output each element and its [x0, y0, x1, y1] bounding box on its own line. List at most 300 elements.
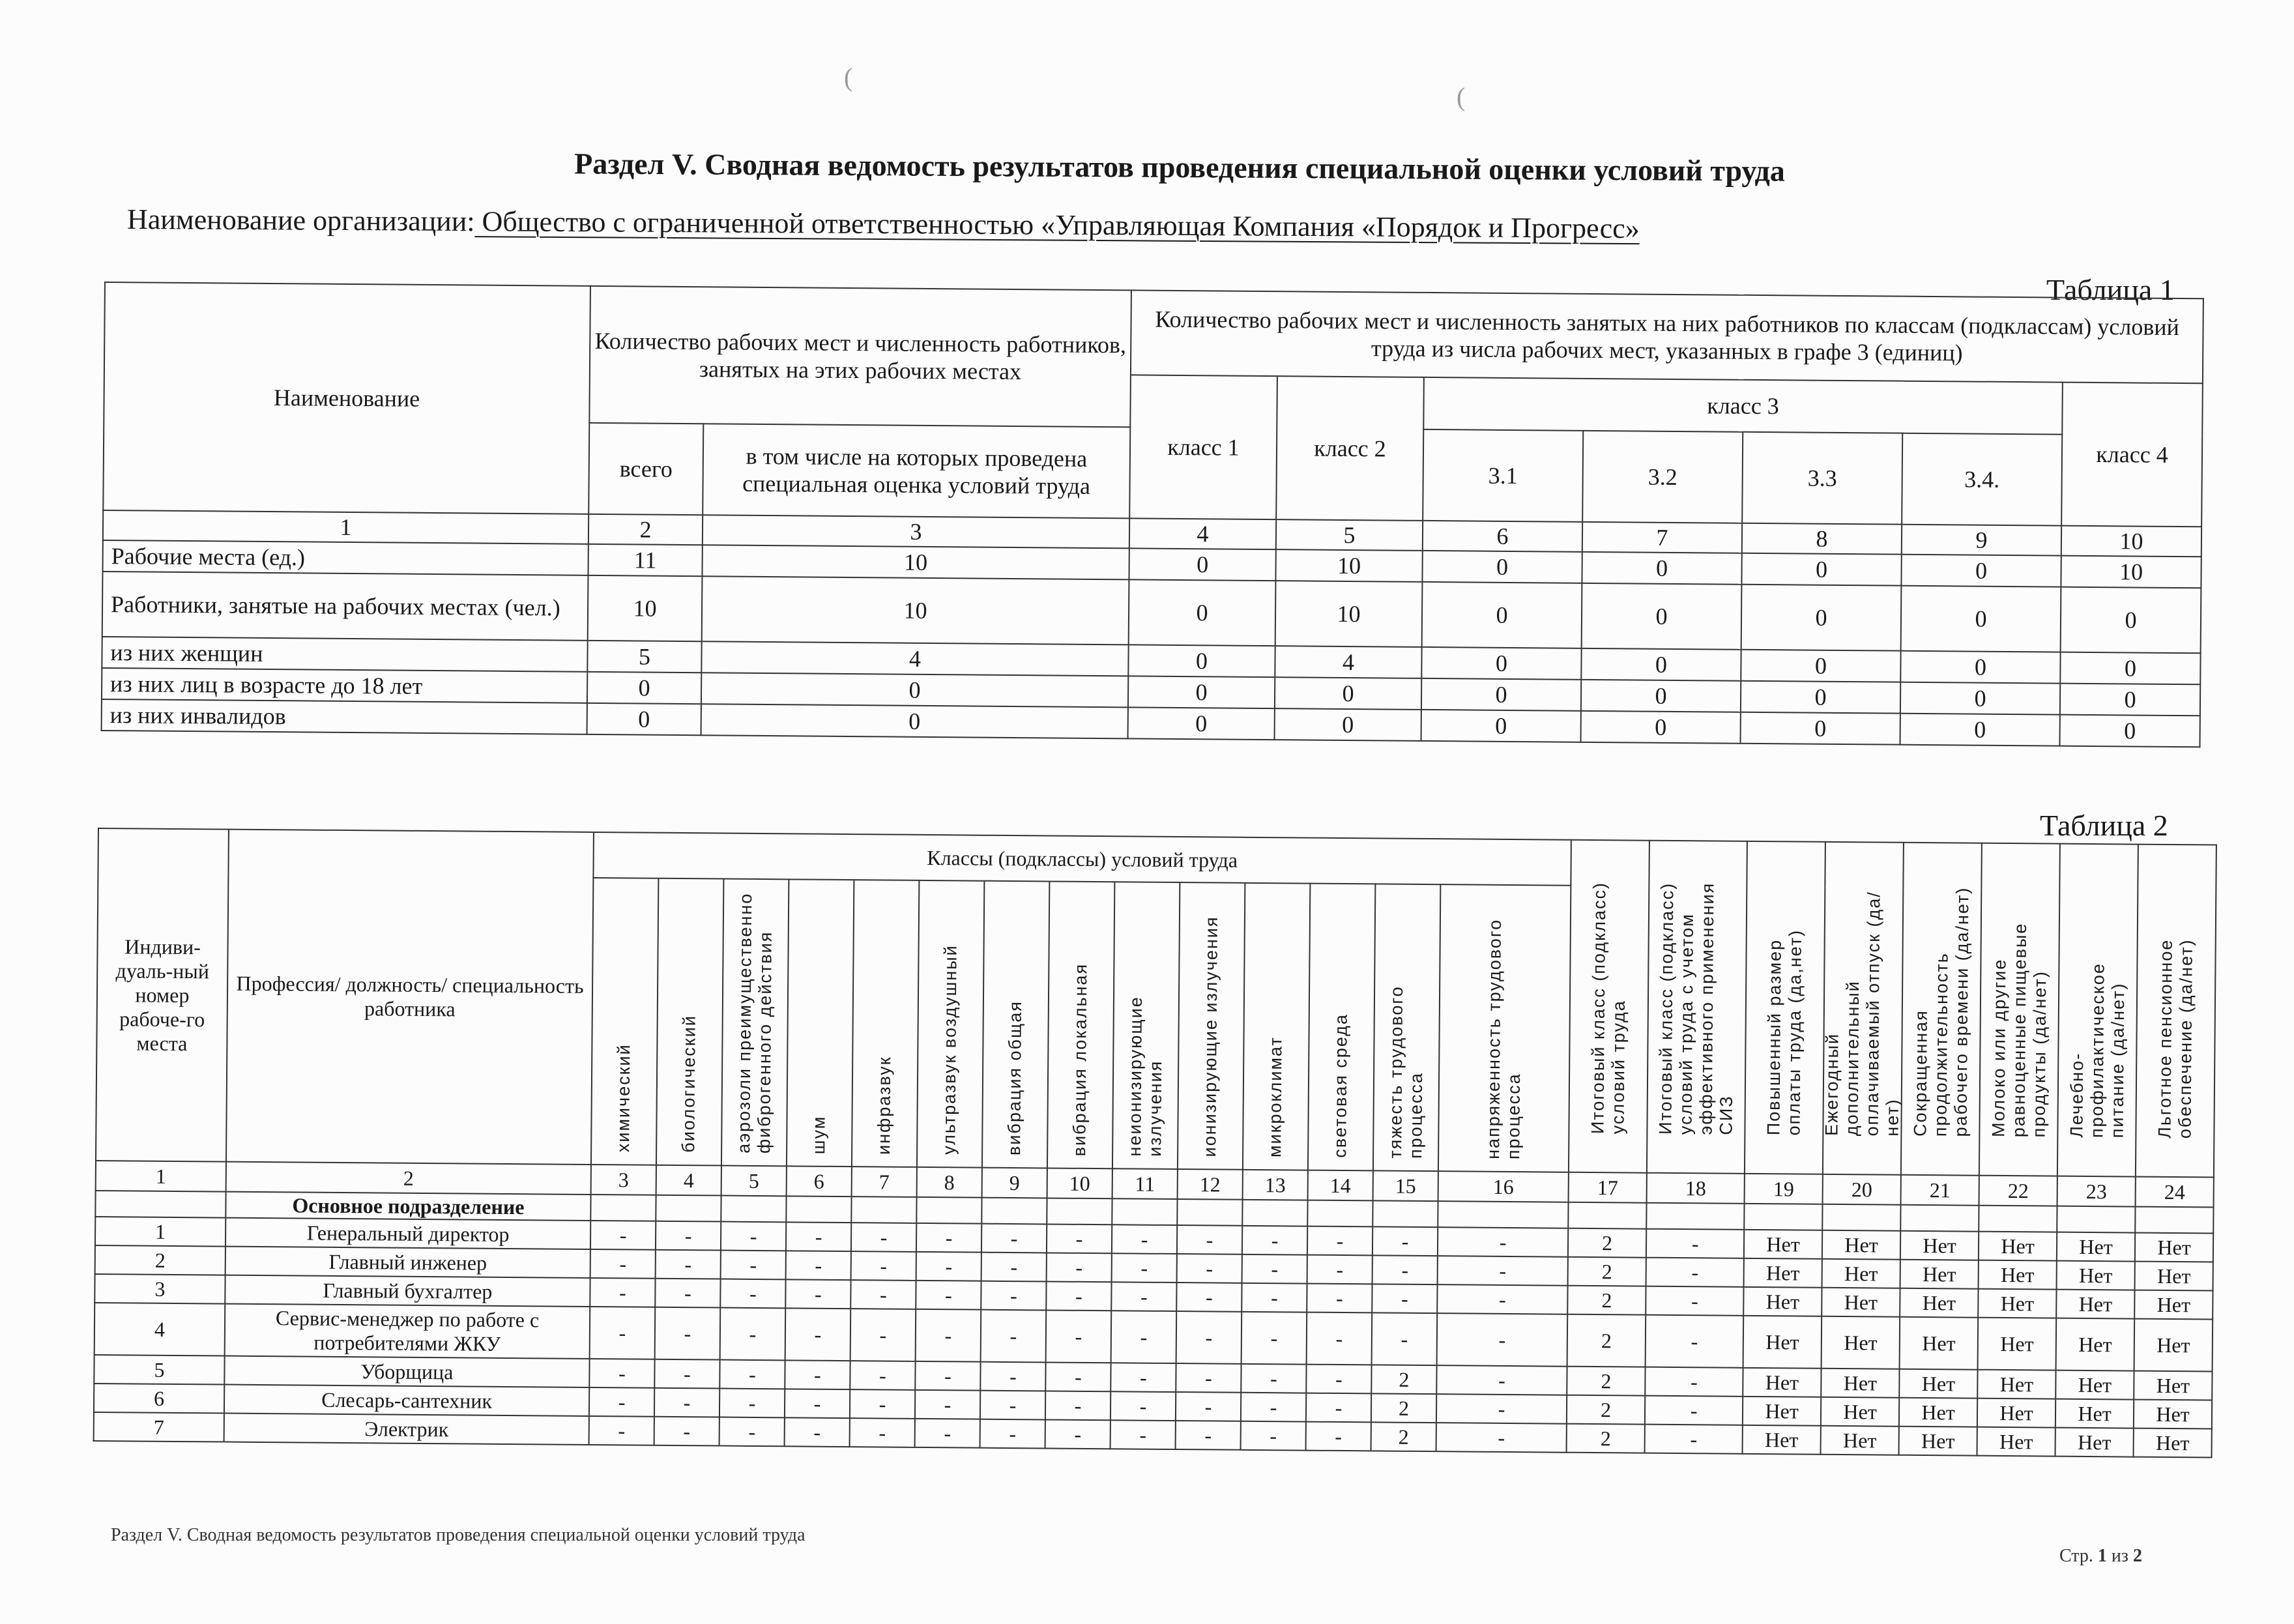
- header-class4: класс 4: [2061, 383, 2203, 527]
- cell: Нет: [2134, 1290, 2213, 1320]
- cell: Нет: [2134, 1371, 2212, 1400]
- cell: Нет: [1978, 1318, 2057, 1370]
- cell: -: [1241, 1364, 1306, 1393]
- cell: -: [1436, 1394, 1567, 1424]
- header-class3-3: 3.3: [1742, 432, 1902, 525]
- cell: -: [1307, 1312, 1372, 1365]
- cell: -: [915, 1419, 980, 1448]
- cell: -: [1437, 1313, 1568, 1367]
- cell: 4: [701, 641, 1128, 676]
- cell: Нет: [2057, 1232, 2135, 1262]
- column-number: 10: [2061, 526, 2201, 557]
- summary-table-1: [101, 282, 2204, 747]
- cell: -: [1176, 1363, 1241, 1393]
- header-class1: класс 1: [1129, 375, 1277, 519]
- cell: 0: [1581, 648, 1741, 681]
- header-class2: класс 2: [1276, 376, 1424, 521]
- cell: Нет: [1977, 1399, 2055, 1428]
- cell: -: [785, 1417, 850, 1447]
- cell: -: [1438, 1256, 1568, 1286]
- cell: 0: [1900, 651, 2060, 684]
- header-factor-noise: шум: [809, 1115, 830, 1154]
- cell: -: [656, 1250, 721, 1279]
- cell: Нет: [1822, 1288, 1900, 1317]
- document-title: Раздел V. Сводная ведомость результатов проведения специальной оценки условий труда: [574, 147, 1785, 188]
- header-factor-chemical: химический: [613, 1043, 634, 1153]
- header-class3-1: 3.1: [1423, 429, 1583, 522]
- column-number: 1: [96, 1161, 226, 1192]
- column-number: 22: [1979, 1176, 2057, 1206]
- cell: -: [850, 1418, 915, 1447]
- cell: -: [916, 1252, 981, 1281]
- workplace-id: 2: [95, 1245, 225, 1275]
- column-number: 18: [1647, 1173, 1745, 1204]
- table1-caption: Таблица 1: [2046, 273, 2175, 306]
- column-number: 1: [103, 510, 588, 544]
- page-prefix: Стр.: [2059, 1546, 2093, 1566]
- column-number: 7: [852, 1167, 917, 1197]
- profession-name: Слесарь-сантехник: [224, 1385, 589, 1416]
- column-number: 14: [1308, 1170, 1373, 1201]
- workplace-id: 6: [94, 1384, 224, 1414]
- cell: -: [1176, 1283, 1241, 1312]
- header-classes-group: Классы (подклассы) условий труда: [593, 832, 1571, 886]
- cell: Нет: [1821, 1369, 1899, 1398]
- cell: 10: [1275, 549, 1422, 582]
- cell: -: [720, 1308, 786, 1361]
- cell: Нет: [1743, 1425, 1821, 1455]
- cell: Нет: [1744, 1258, 1822, 1288]
- row-label: из них лиц в возрасте до 18 лет: [102, 668, 587, 703]
- header-factor-labor-severity: тяжесть трудового процесса: [1386, 985, 1427, 1159]
- section-label: Основное подразделение: [225, 1192, 590, 1221]
- cell: Нет: [1743, 1287, 1822, 1316]
- scan-artifact-mark: (: [1457, 82, 1466, 111]
- column-number: 4: [1129, 518, 1276, 549]
- cell: Нет: [1978, 1289, 2056, 1318]
- cell: -: [1176, 1392, 1241, 1421]
- header-therapeutic-food: Лечебно-профилактическое питание (да/нет): [2066, 962, 2128, 1138]
- cell: -: [981, 1253, 1047, 1282]
- cell: -: [1047, 1253, 1112, 1282]
- cell: 0: [1422, 582, 1582, 648]
- cell: -: [1372, 1255, 1438, 1284]
- header-class3-4: 3.4.: [1902, 433, 2062, 526]
- cell: Нет: [1979, 1232, 2057, 1261]
- cell: Нет: [1979, 1260, 2057, 1290]
- scan-artifact-mark: (: [844, 63, 853, 92]
- cell: -: [1242, 1254, 1307, 1284]
- cell: -: [786, 1251, 851, 1280]
- cell: -: [656, 1221, 721, 1251]
- cell: 0: [1128, 676, 1275, 708]
- column-number: 11: [1112, 1168, 1178, 1199]
- cell: 0: [1581, 680, 1741, 712]
- cell: -: [981, 1310, 1047, 1363]
- profession-name: Сервис-менеджер по работе с потребителями ЖКУ: [225, 1304, 590, 1359]
- cell: -: [1645, 1367, 1743, 1397]
- cell: -: [1372, 1312, 1438, 1365]
- header-reduced-hours: Сокращенная продолжительность рабочего времени (да/нет): [1909, 886, 1972, 1137]
- cell: -: [850, 1280, 916, 1309]
- page-current: 1: [2097, 1546, 2107, 1566]
- cell: 0: [1901, 555, 2061, 587]
- header-final-class-siz: Итоговый класс (подкласс) условий труда с учетом эффективного применения СИЗ: [1655, 882, 1736, 1135]
- cell: -: [850, 1309, 916, 1361]
- cell: Нет: [1977, 1427, 2055, 1457]
- cell: -: [721, 1251, 786, 1280]
- page-indicator: [2059, 1546, 2142, 1567]
- organization-line: [127, 203, 1640, 245]
- cell: -: [785, 1360, 850, 1389]
- column-number: 4: [656, 1165, 721, 1196]
- cell: 5: [587, 641, 701, 673]
- cell: 2: [1567, 1424, 1645, 1453]
- cell: -: [1046, 1281, 1111, 1311]
- column-number: 8: [1742, 523, 1902, 555]
- header-pension: Льготное пенсионное обеспечение (да/нет): [2155, 938, 2196, 1139]
- cell: 2: [1568, 1228, 1646, 1258]
- cell: 0: [1421, 678, 1581, 711]
- column-number: 3: [703, 515, 1129, 548]
- cell: -: [1177, 1254, 1242, 1283]
- cell: 10: [1275, 581, 1423, 647]
- cell: -: [916, 1309, 981, 1362]
- cell: Нет: [2056, 1318, 2135, 1371]
- cell: -: [590, 1249, 656, 1279]
- cell: -: [1241, 1393, 1306, 1422]
- column-number: 8: [917, 1167, 982, 1198]
- header-factor-ionizing: ионизирующие излучения: [1200, 916, 1222, 1157]
- workplace-id: 7: [94, 1412, 224, 1442]
- cell: -: [1111, 1391, 1176, 1421]
- header-factor-biological: биологический: [678, 1015, 700, 1153]
- cell: -: [785, 1279, 850, 1309]
- cell: 0: [1128, 645, 1275, 677]
- cell: 0: [1129, 548, 1275, 581]
- column-number: 17: [1569, 1172, 1647, 1203]
- cell: -: [654, 1388, 719, 1417]
- row-label: Рабочие места (ед.): [103, 540, 588, 575]
- cell: 2: [1567, 1314, 1646, 1367]
- cell: -: [721, 1222, 786, 1251]
- cell: 10: [588, 575, 703, 641]
- cell: 10: [2061, 556, 2201, 588]
- cell: 0: [1421, 710, 1581, 742]
- header-extra-leave: Ежегодный дополнительный оплачиваемый отпуск (да/нет): [1822, 891, 1902, 1137]
- header-factor-microclimate: микроклимат: [1265, 1036, 1286, 1158]
- cell: -: [1176, 1311, 1242, 1364]
- cell: 0: [701, 673, 1128, 707]
- profession-name: Уборщица: [224, 1356, 589, 1387]
- cell: -: [1111, 1363, 1176, 1392]
- cell: Нет: [2055, 1428, 2134, 1457]
- column-number: 21: [1901, 1175, 1979, 1206]
- cell: -: [1045, 1391, 1111, 1420]
- cell: -: [915, 1361, 980, 1391]
- cell: -: [1112, 1225, 1177, 1254]
- cell: 0: [1128, 707, 1275, 740]
- cell: 0: [2060, 684, 2200, 716]
- cell: Нет: [1977, 1370, 2055, 1399]
- column-number: 5: [721, 1166, 787, 1196]
- cell: 0: [587, 703, 701, 735]
- cell: Нет: [1822, 1230, 1900, 1260]
- cell: 2: [1567, 1286, 1646, 1315]
- cell: -: [1111, 1282, 1176, 1311]
- cell: Нет: [1900, 1260, 1979, 1289]
- profession-name: Генеральный директор: [225, 1218, 590, 1249]
- cell: -: [980, 1362, 1045, 1391]
- column-number: 24: [2136, 1177, 2214, 1208]
- cell: -: [719, 1360, 785, 1389]
- cell: -: [850, 1389, 915, 1419]
- column-number: 12: [1178, 1169, 1243, 1200]
- cell: -: [850, 1361, 915, 1390]
- header-assessed: в том числе на которых проведена специальная оценка условий труда: [703, 424, 1130, 518]
- column-number: 20: [1823, 1174, 1901, 1205]
- cell: 0: [1741, 585, 1902, 651]
- header-workplace-id: Индиви-дуаль-ный номер рабоче-го места: [96, 828, 229, 1162]
- cell: -: [851, 1223, 916, 1252]
- cell: 2: [1371, 1422, 1436, 1451]
- cell: 2: [1568, 1257, 1646, 1286]
- workplace-id: 1: [95, 1217, 225, 1247]
- cell: -: [720, 1279, 785, 1309]
- cell: -: [1646, 1258, 1744, 1287]
- cell: 2: [1371, 1365, 1436, 1394]
- summary-table-2: [93, 828, 2217, 1458]
- cell: -: [589, 1416, 654, 1445]
- header-increased-pay: Повышенный размер оплаты труда (да,нет): [1764, 929, 1805, 1136]
- profession-name: Главный инженер: [225, 1247, 590, 1278]
- cell: 0: [1900, 714, 2060, 746]
- cell: Нет: [1900, 1317, 1979, 1370]
- profession-name: Главный бухгалтер: [225, 1275, 590, 1307]
- header-workplace-count-group: Количество рабочих мест и численность работников, занятых на этих рабочих местах: [589, 286, 1131, 428]
- cell: -: [1045, 1362, 1111, 1391]
- profession-name: Электрик: [224, 1414, 589, 1445]
- cell: 0: [1275, 677, 1421, 710]
- cell: -: [1645, 1425, 1743, 1454]
- cell: Нет: [2055, 1370, 2134, 1400]
- page-sep: из: [2111, 1546, 2128, 1566]
- cell: -: [1046, 1310, 1112, 1363]
- cell: -: [719, 1417, 785, 1447]
- column-number: 2: [226, 1162, 591, 1195]
- cell: 0: [1741, 681, 1900, 714]
- cell: -: [1307, 1226, 1372, 1256]
- cell: -: [1307, 1284, 1372, 1313]
- workplace-id: 3: [94, 1274, 225, 1304]
- cell: -: [1047, 1224, 1112, 1253]
- cell: -: [1241, 1283, 1307, 1312]
- cell: -: [1436, 1423, 1567, 1453]
- header-factor-lighting: световая среда: [1330, 1013, 1352, 1159]
- cell: 10: [702, 576, 1129, 645]
- cell: -: [1372, 1284, 1437, 1313]
- cell: -: [981, 1281, 1046, 1311]
- cell: 4: [1275, 646, 1421, 678]
- cell: -: [1438, 1227, 1568, 1257]
- cell: -: [1436, 1365, 1567, 1395]
- cell: -: [915, 1390, 980, 1419]
- cell: Нет: [1821, 1426, 1899, 1455]
- header-factor-vibration-general: вибрация общая: [1004, 1000, 1026, 1156]
- cell: -: [786, 1222, 851, 1251]
- cell: 0: [2060, 715, 2200, 747]
- header-milk: Молоко или другие равноценные пищевые продукты (да/нет): [1988, 922, 2050, 1138]
- cell: -: [654, 1417, 719, 1446]
- cell: Нет: [2134, 1400, 2212, 1429]
- header-name: Наименование: [103, 282, 590, 514]
- cell: 0: [1901, 586, 2061, 652]
- cell: 2: [1567, 1395, 1645, 1425]
- column-number: 7: [1582, 522, 1742, 553]
- cell: -: [1045, 1419, 1111, 1449]
- cell: -: [1111, 1311, 1177, 1363]
- row-label: из них женщин: [102, 637, 587, 672]
- cell: -: [981, 1224, 1047, 1253]
- cell: -: [1242, 1226, 1307, 1255]
- footer-section-title: Раздел V. Сводная ведомость результатов проведения специальной оценки условий труда: [111, 1525, 806, 1545]
- cell: Нет: [1744, 1230, 1822, 1259]
- column-number: 23: [2057, 1176, 2136, 1207]
- cell: 0: [2060, 652, 2200, 685]
- cell: -: [654, 1359, 719, 1389]
- cell: Нет: [2135, 1233, 2213, 1262]
- cell: Нет: [2134, 1319, 2213, 1372]
- cell: 0: [1741, 650, 1900, 682]
- table2-caption: Таблица 2: [2040, 809, 2168, 842]
- cell: Нет: [1900, 1288, 1978, 1318]
- header-factor-ultrasound: ультразвук воздушный: [939, 944, 961, 1155]
- cell: -: [1646, 1229, 1744, 1258]
- cell: -: [1646, 1315, 1744, 1368]
- cell: Нет: [2135, 1262, 2213, 1291]
- header-final-class: Итоговый класс (подкласс) условий труда: [1588, 881, 1629, 1135]
- header-factor-infrasound: инфразвук: [874, 1055, 895, 1155]
- organization-name: Общество с ограниченной ответственностью «Управляющая Компания «Порядок и Прогресс»: [474, 205, 1640, 245]
- cell: Нет: [2057, 1261, 2135, 1290]
- column-number: 13: [1243, 1170, 1308, 1200]
- cell: Нет: [1821, 1397, 1899, 1427]
- header-profession: Профессия/ должность/ специальность работника: [226, 830, 594, 1165]
- cell: -: [1372, 1226, 1438, 1256]
- column-number: 5: [1276, 519, 1423, 551]
- column-number: 16: [1438, 1171, 1569, 1202]
- cell: 0: [1741, 553, 1901, 586]
- cell: Нет: [2055, 1399, 2134, 1428]
- cell: -: [1111, 1420, 1176, 1449]
- cell: -: [1307, 1255, 1372, 1284]
- cell: 10: [702, 545, 1129, 579]
- cell: Нет: [2056, 1290, 2134, 1319]
- cell: -: [1306, 1393, 1371, 1423]
- column-number: 6: [787, 1166, 852, 1196]
- cell: -: [1241, 1421, 1306, 1451]
- cell: Нет: [1899, 1369, 1977, 1399]
- cell: 2: [1567, 1367, 1645, 1396]
- cell: -: [916, 1281, 981, 1310]
- organization-label: Наименование организации:: [126, 203, 475, 238]
- cell: -: [655, 1307, 721, 1360]
- cell: 0: [1275, 708, 1421, 741]
- cell: 0: [1582, 583, 1742, 650]
- cell: -: [1306, 1365, 1371, 1394]
- header-factor-aerosols: аэрозоли преимущественно фиброгенного действия: [734, 892, 776, 1154]
- page-total: 2: [2132, 1546, 2142, 1566]
- cell: -: [590, 1307, 656, 1359]
- cell: 0: [1741, 712, 1900, 745]
- header-total: всего: [588, 423, 703, 515]
- column-number: 10: [1047, 1168, 1112, 1198]
- column-number: 9: [982, 1168, 1047, 1198]
- cell: -: [785, 1308, 851, 1361]
- cell: 0: [2061, 587, 2201, 654]
- cell: -: [590, 1278, 655, 1307]
- cell: -: [589, 1359, 654, 1388]
- cell: Нет: [1822, 1316, 1900, 1369]
- cell: -: [1241, 1312, 1307, 1365]
- cell: Нет: [1899, 1427, 1977, 1456]
- cell: 0: [1900, 682, 2060, 715]
- cell: -: [589, 1387, 654, 1417]
- cell: -: [785, 1389, 850, 1418]
- cell: 0: [587, 672, 701, 704]
- header-classes-group: Количество рабочих мест и численность занятых на них работников по классам (подклассам) условий труда из числа рабочих мест, указанных в графе 3 (единиц): [1131, 290, 2203, 383]
- cell: 0: [701, 704, 1128, 738]
- cell: 2: [1371, 1393, 1436, 1423]
- column-number: 15: [1373, 1170, 1438, 1201]
- cell: 0: [1422, 551, 1582, 583]
- header-factor-nonionizing: неионизирующие излучения: [1125, 996, 1166, 1157]
- cell: Нет: [1743, 1368, 1821, 1397]
- cell: -: [980, 1419, 1045, 1449]
- cell: Нет: [1899, 1398, 1977, 1427]
- header-class3: класс 3: [1423, 377, 2063, 435]
- cell: Нет: [1900, 1231, 1979, 1260]
- cell: -: [1177, 1225, 1242, 1254]
- cell: -: [1176, 1421, 1241, 1450]
- column-number: 6: [1423, 521, 1582, 552]
- cell: -: [1646, 1286, 1743, 1316]
- cell: -: [590, 1221, 656, 1250]
- cell: -: [1645, 1396, 1743, 1425]
- cell: 0: [1581, 711, 1741, 744]
- column-number: 3: [591, 1165, 656, 1195]
- column-number: 9: [1902, 525, 2061, 556]
- cell: Нет: [1822, 1259, 1900, 1288]
- column-number: 2: [588, 514, 703, 545]
- cell: Нет: [1743, 1316, 1822, 1369]
- cell: -: [655, 1279, 720, 1308]
- cell: 0: [1582, 552, 1741, 585]
- cell: Нет: [2134, 1428, 2212, 1458]
- cell: -: [719, 1389, 785, 1418]
- row-label: Работники, занятые на рабочих местах (чел.): [102, 572, 588, 641]
- workplace-id: 4: [94, 1303, 225, 1356]
- cell: 0: [1421, 647, 1581, 680]
- cell: 11: [588, 544, 702, 576]
- header-factor-labor-intensity: напряженность трудового процесса: [1483, 918, 1524, 1160]
- header-class3-2: 3.2: [1582, 431, 1743, 523]
- cell: -: [1306, 1422, 1371, 1451]
- cell: 0: [1129, 579, 1276, 646]
- cell: -: [851, 1251, 916, 1281]
- cell: -: [1437, 1284, 1567, 1314]
- row-label: из них инвалидов: [102, 699, 587, 734]
